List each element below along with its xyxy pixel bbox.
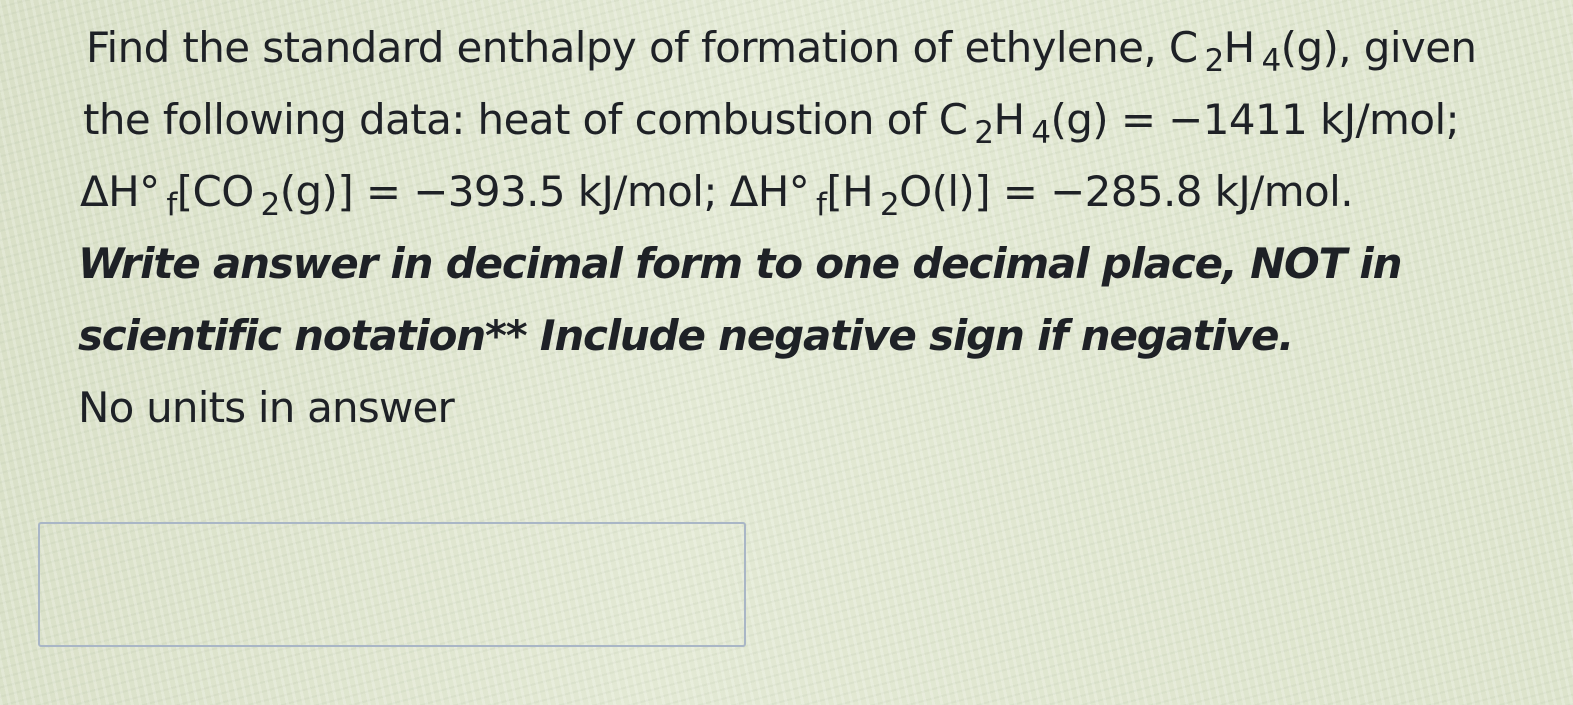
question-text — [78, 12, 1558, 444]
question-line-3 — [78, 156, 1558, 228]
subscript-4: 4 — [1261, 42, 1281, 79]
instruction-line-1: Write answer in decimal form to one decimal place, NOT in — [78, 239, 1402, 288]
question-line-2-text-b: H — [993, 95, 1025, 144]
question-line-3-text-b: [CO — [176, 167, 254, 216]
delta-h-symbol: ΔH° — [80, 167, 160, 216]
subscript-2: 2 — [879, 186, 900, 223]
subscript-f: f — [166, 186, 177, 223]
question-line-1-text-a: Find the standard enthalpy of formation of ethylene, C — [86, 23, 1198, 72]
question-line-3-text-d: [H — [826, 167, 874, 216]
question-line-1 — [78, 12, 1558, 84]
question-line-1-text-c: (g), given — [1280, 23, 1477, 72]
units-note: No units in answer — [78, 383, 455, 432]
question-line-2 — [78, 84, 1558, 156]
question-line-2-text-a: the following data: heat of combustion of C — [83, 95, 968, 144]
question-line-3-text-c: (g)] = −393.5 kJ/mol; ΔH° — [279, 167, 810, 216]
instruction-line-2: scientific notation** Include negative sign if negative. — [78, 311, 1294, 360]
subscript-f: f — [815, 186, 827, 223]
subscript-4: 4 — [1031, 114, 1051, 151]
subscript-2: 2 — [260, 186, 280, 223]
question-line-2-text-c: (g) = −1411 kJ/mol; — [1050, 95, 1460, 144]
subscript-2: 2 — [1204, 42, 1224, 79]
subscript-2: 2 — [974, 114, 994, 151]
answer-input[interactable] — [38, 522, 746, 647]
question-line-1-text-b: H — [1223, 23, 1255, 72]
question-line-3-text-e: O(l)] = −285.8 kJ/mol. — [899, 167, 1353, 216]
